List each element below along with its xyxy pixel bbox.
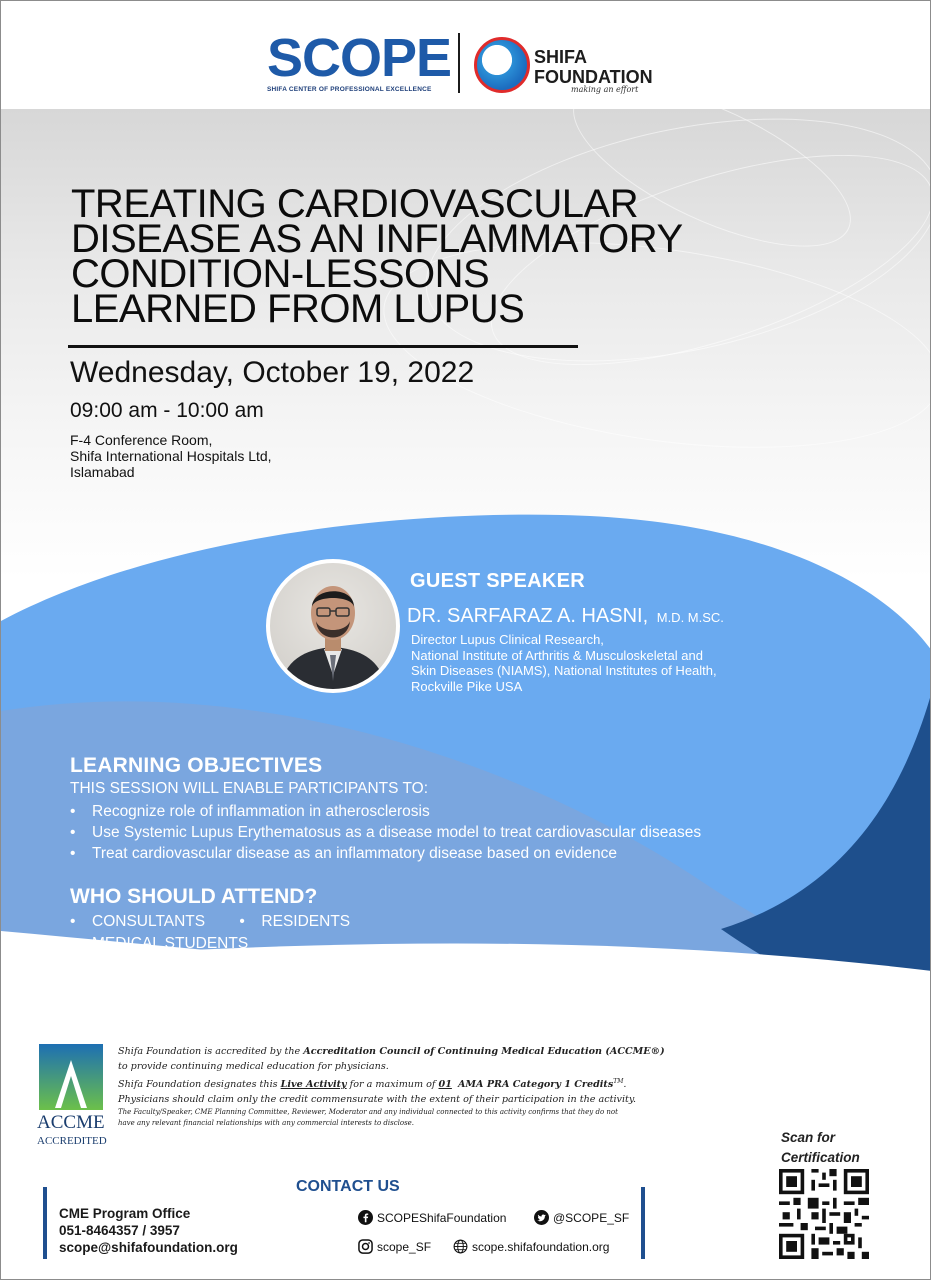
shifa-logo-line2: FOUNDATION [534,67,653,87]
event-title-line: TREATING CARDIOVASCULAR [71,182,639,226]
website-link[interactable]: scope.shifafoundation.org [453,1239,609,1254]
certification-qr-code[interactable] [779,1169,869,1259]
event-title-line: DISEASE AS AN INFLAMMATORY [71,217,683,261]
accme-accredited-logo [35,1044,113,1148]
scan-for-certification: Scan for Certification [781,1130,860,1165]
audience-row: • MEDICAL STUDENTS [70,935,249,952]
globe-icon [453,1239,468,1254]
speaker-name [407,605,724,628]
list-item: • Treat cardiovascular disease as an inflammatory disease based on evidence [70,843,701,864]
accme-logo-word: ACCME [37,1112,105,1133]
learning-objectives-title: LEARNING OBJECTIVES [70,754,323,777]
logo-divider [458,33,460,93]
footer-right-bar [641,1187,645,1259]
audience-row: • CONSULTANTS • RESIDENTS [70,913,351,930]
speaker-photo [266,559,400,693]
guest-speaker-label: GUEST SPEAKER [410,570,586,592]
contact-us-title: CONTACT US [296,1178,400,1195]
facebook-icon [358,1210,373,1225]
event-venue [70,432,272,480]
shifa-globe-icon [474,37,530,93]
list-item: • Recognize role of inflammation in atherosclerosis [70,801,701,822]
audience-item: RESIDENTS [261,913,351,930]
speaker-bio-line: Skin Diseases (NIAMS), National Institutes of Health, [411,663,717,678]
cme-office-email[interactable]: scope@shifafoundation.org [59,1240,238,1255]
event-date: Wednesday, October 19, 2022 [70,356,475,389]
learning-objectives-list [70,801,701,864]
venue-line: F-4 Conference Room, [70,432,213,448]
twitter-link[interactable]: @SCOPE_SF [534,1210,629,1225]
event-title-line: LEARNED FROM LUPUS [71,287,525,331]
venue-line: Islamabad [70,464,135,480]
shifa-logo-line1: SHIFA [534,47,588,67]
list-item: • Use Systemic Lupus Erythematosus as a disease model to treat cardiovascular diseases [70,822,701,843]
shifa-foundation-logo [534,47,653,87]
event-time: 09:00 am - 10:00 am [70,399,264,422]
speaker-bio-line: National Institute of Arthritis & Musculoskeletal and [411,647,703,663]
cme-office-phone: 051-8464357 / 3957 [59,1223,180,1238]
speaker-bio [411,632,791,694]
event-title-line: CONDITION-LESSONS [71,252,490,296]
audience-item: MEDICAL STUDENTS [92,935,249,952]
accreditation-statement: Shifa Foundation is accredited by the Accreditation Council of Continuing Medical Education (ACCME®) to provide continuing medical education for physicians. Shifa Foundation designates this Live Activity for a maximum of 01 AMA PRA Category 1 Credits™. Physicians should claim only the credit commensurate with the extent of their participation in the activity. The Faculty/Speaker, CME Planning Committee, Reviewer, Moderator and any individual connected to this activity confirms that they do not have any relevant financial relationships with any commercial interests to disclose. [118,1046,665,1128]
scope-logo-wordmark: SCOPE [267,28,452,88]
who-should-attend-title: WHO SHOULD ATTEND? [70,885,318,908]
speaker-bio-line: Director Lupus Clinical Research, [411,632,604,647]
scope-logo-subtitle: SHIFA CENTER OF PROFESSIONAL EXCELLENCE [267,86,432,93]
footer-left-bar [43,1187,47,1259]
venue-line: Shifa International Hospitals Ltd, [70,448,272,464]
audience-item: CONSULTANTS [92,913,206,930]
scope-logo [267,28,452,93]
instagram-icon [358,1239,373,1254]
learning-objectives-intro: THIS SESSION WILL ENABLE PARTICIPANTS TO: [70,780,429,797]
event-title [71,182,791,331]
facebook-link[interactable]: SCOPEShifaFoundation [358,1210,506,1225]
speaker-credentials: M.D. M.SC. [656,610,724,625]
speaker-name-text: DR. SARFARAZ A. HASNI, [407,605,649,627]
instagram-link[interactable]: scope_SF [358,1239,431,1254]
accme-logo-sub: ACCREDITED [37,1135,107,1147]
speaker-bio-line: Rockville Pike USA [411,678,523,694]
cme-office-contact [59,1205,238,1256]
cme-office-name: CME Program Office [59,1206,191,1221]
twitter-icon [534,1210,549,1225]
shifa-tagline: making an effort [571,85,639,94]
title-divider [68,345,578,348]
